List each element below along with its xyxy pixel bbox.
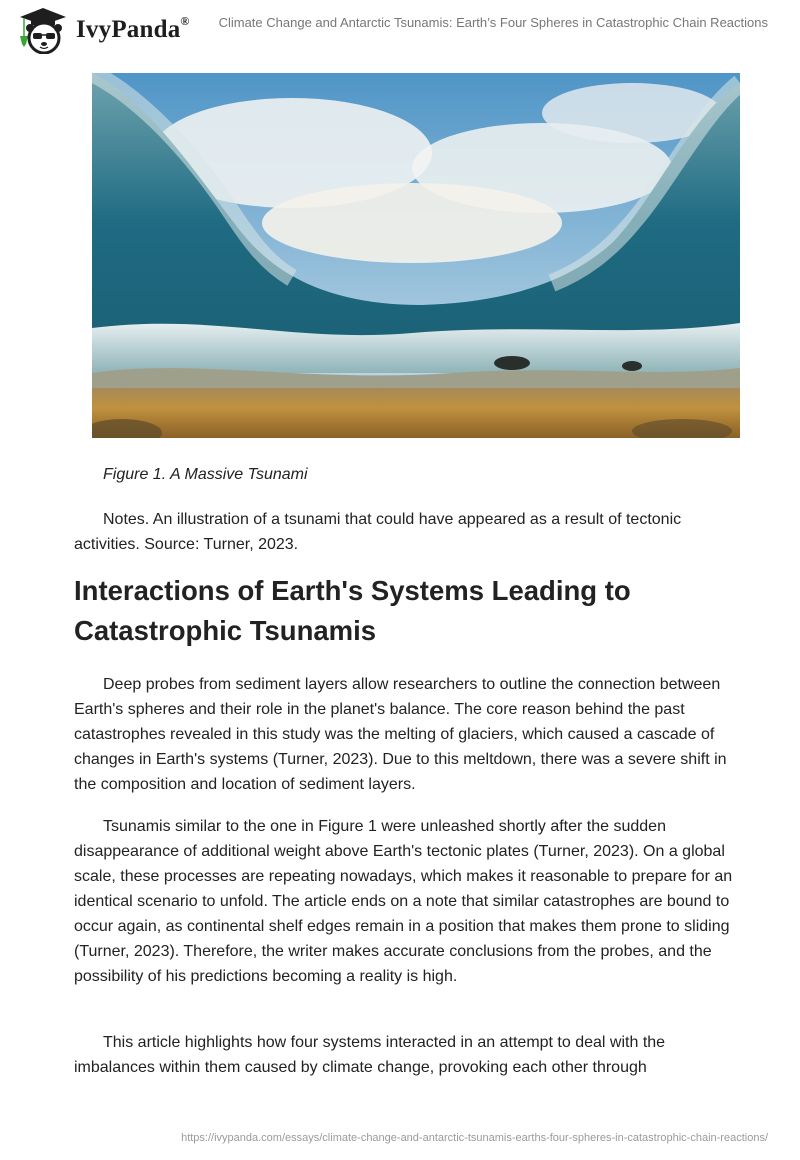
- tsunami-illustration: [92, 73, 740, 438]
- body-paragraph-3: This article highlights how four systems interacted in an attempt to deal with the imbalances within them caused by climate change, provoking each other through: [74, 1034, 666, 1076]
- document-title: Climate Change and Antarctic Tsunamis: Earth’s Four Spheres in Catastrophic Chain Reactions: [218, 15, 768, 30]
- section-heading: Interactions of Earth's Systems Leading to Catastrophic Tsunamis: [74, 575, 631, 646]
- ivypanda-logo[interactable]: [16, 6, 190, 54]
- source-url-link[interactable]: https://ivypanda.com/essays/climate-change-and-antarctic-tsunamis-earths-four-spheres-in-catastrophic-chain-reactions/: [181, 1132, 768, 1144]
- brand-name: IvyPanda®: [76, 14, 190, 43]
- figure-caption: Figure 1. A Massive Tsunami: [103, 466, 308, 483]
- panda-graduate-icon: [16, 6, 70, 54]
- page-header: [0, 0, 800, 56]
- figure-notes: Notes. An illustration of a tsunami that could have appeared as a result of tectonic activities. Source: Turner, 2023.: [74, 511, 682, 553]
- body-paragraph-2: Tsunamis similar to the one in Figure 1 were unleashed shortly after the sudden disappearance of additional weight above Earth's tectonic plates (Turner, 2023). On a global scale, these processes are repeating nowadays, which makes it reasonable to prepare for an identical scenario to unfold. The article ends on a note that similar catastrophes are bound to occur again, as continental shelf edges remain in a position that makes them prone to sliding (Turner, 2023). Therefore, the writer makes accurate conclusions from the probes, and the possibility of his predictions becoming a reality is high.: [74, 818, 733, 985]
- tsunami-figure-image: [92, 73, 740, 438]
- body-paragraph-1: Deep probes from sediment layers allow researchers to outline the connection between Earth's spheres and their role in the planet's balance. The core reason behind the past catastrophes revealed in this study was the melting of glaciers, which caused a cascade of changes in Earth's systems (Turner, 2023). Due to this meltdown, there was a severe shift in the composition and location of sediment layers.: [74, 676, 727, 793]
